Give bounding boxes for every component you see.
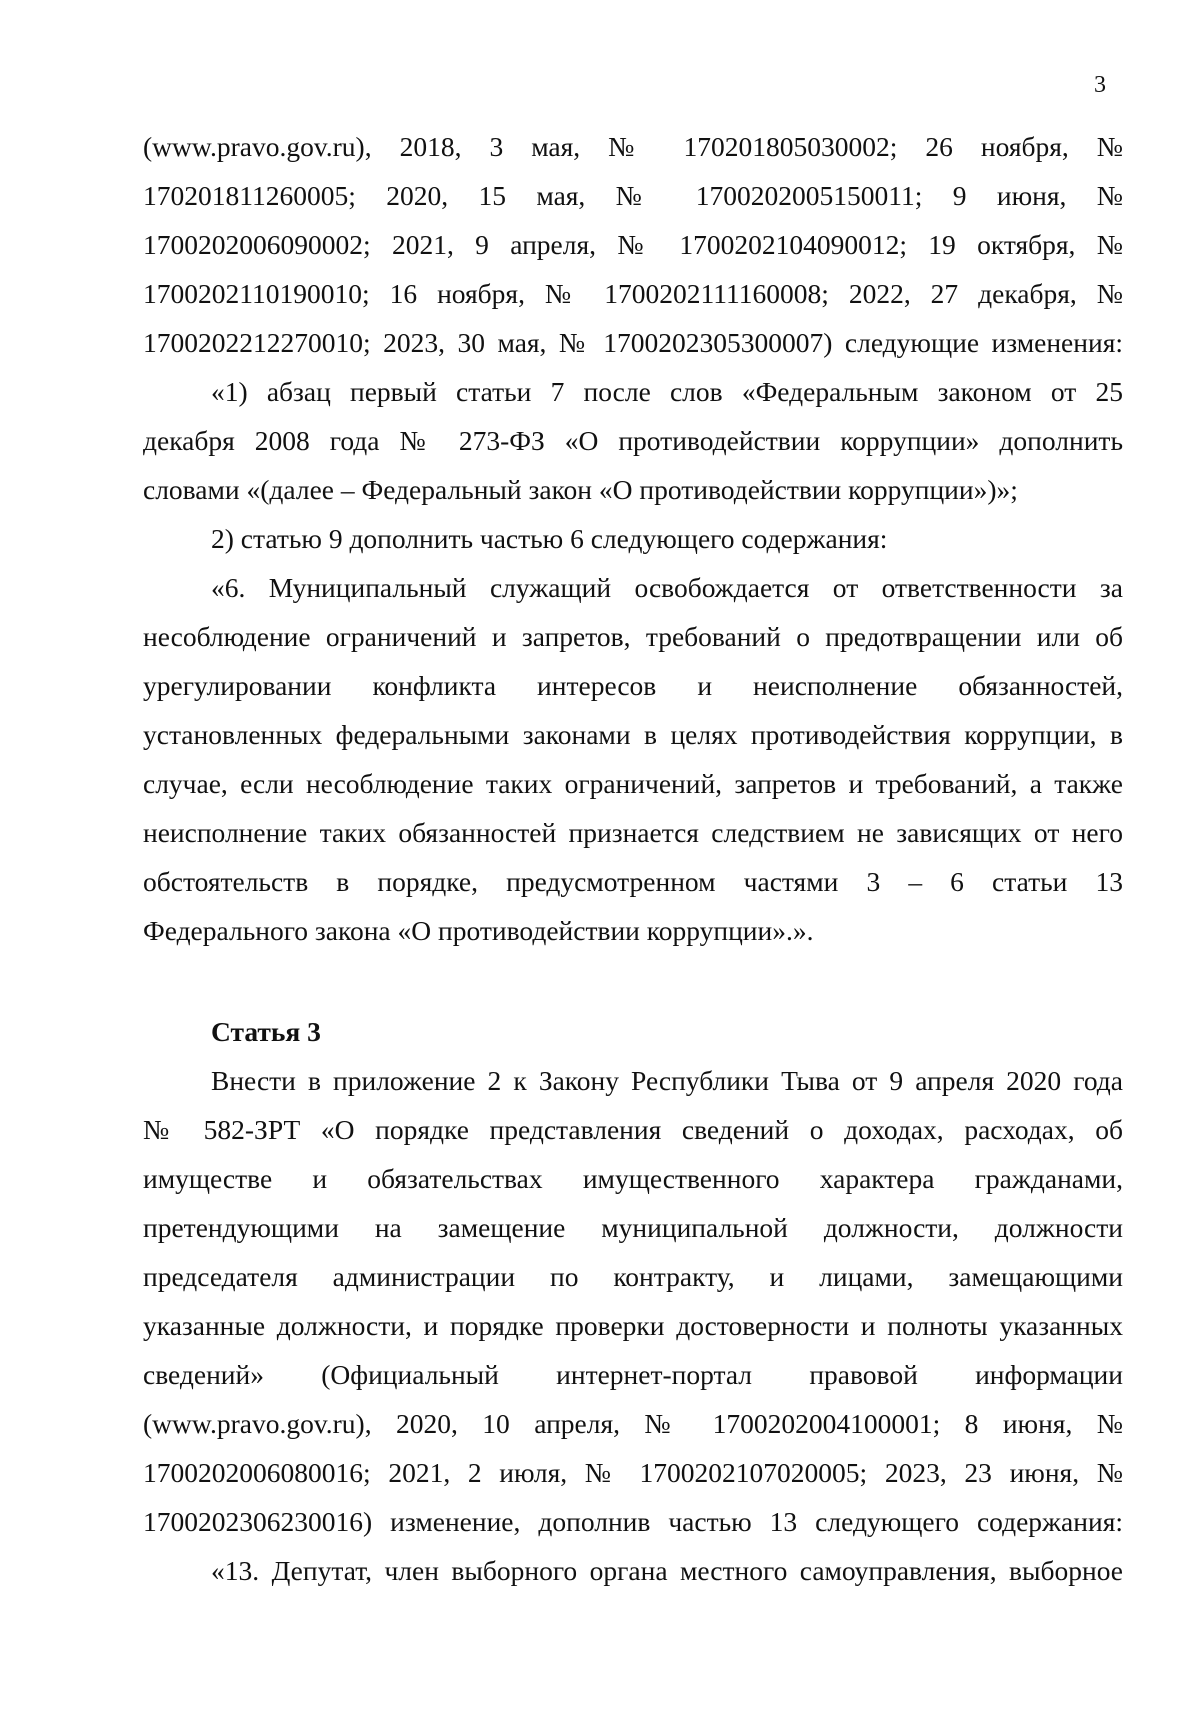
text-line: № 582-ЗРТ «О порядке представления сведений о доходах, расходах, об <box>143 1114 1123 1145</box>
article-3-text <box>143 1056 1123 1595</box>
text-line: Федерального закона «О противодействии коррупции».». <box>143 915 814 946</box>
text-line: указанные должности, и порядке проверки достоверности и полноты указанных <box>143 1310 1123 1341</box>
text-line: словами «(далее – Федеральный закон «О противодействии коррупции»)»; <box>143 474 1018 505</box>
text-line: претендующими на замещение муниципальной должности, должности <box>143 1212 1123 1243</box>
text-line: обстоятельств в порядке, предусмотренном частями 3 – 6 статьи 13 <box>143 866 1123 897</box>
text-line: неисполнение таких обязанностей признается следствием не зависящих от него <box>143 817 1123 848</box>
text-line: 1700202110190010; 16 ноября, № 1700202111160008; 2022, 27 декабря, № <box>143 278 1123 309</box>
text-line: «1) абзац первый статьи 7 после слов «Федеральным законом от 25 <box>211 376 1123 407</box>
text-line: 1700202306230016) изменение, дополнив частью 13 следующего содержания: <box>143 1506 1123 1537</box>
text-line: 1700202006090002; 2021, 9 апреля, № 1700202104090012; 19 октября, № <box>143 229 1123 260</box>
text-line: 1700202006080016; 2021, 2 июля, № 1700202107020005; 2023, 23 июня, № <box>143 1457 1123 1488</box>
article-2-amendments-text <box>143 122 1123 955</box>
text-line: декабря 2008 года № 273-ФЗ «О противодействии коррупции» дополнить <box>143 425 1123 456</box>
text-line: «6. Муниципальный служащий освобождается от ответственности за <box>211 572 1123 603</box>
text-line: урегулировании конфликта интересов и неисполнение обязанностей, <box>143 670 1123 701</box>
text-line: несоблюдение ограничений и запретов, требований о предотвращении или об <box>143 621 1123 652</box>
text-line: председателя администрации по контракту, и лицами, замещающими <box>143 1261 1123 1292</box>
text-line: случае, если несоблюдение таких ограничений, запретов и требований, а также <box>143 768 1123 799</box>
text-line: Внести в приложение 2 к Закону Республики Тыва от 9 апреля 2020 года <box>211 1065 1123 1096</box>
text-line: имуществе и обязательствах имущественного характера гражданами, <box>143 1163 1123 1194</box>
text-line: «13. Депутат, член выборного органа местного самоуправления, выборное <box>211 1555 1123 1586</box>
text-line: (www.pravo.gov.ru), 2018, 3 мая, № 170201805030002; 26 ноября, № <box>143 131 1123 162</box>
document-body <box>143 122 1123 1595</box>
text-line: (www.pravo.gov.ru), 2020, 10 апреля, № 1700202004100001; 8 июня, № <box>143 1408 1123 1439</box>
page-number: 3 <box>1094 72 1106 98</box>
article-heading: Статья 3 <box>211 1016 321 1047</box>
text-line: сведений» (Официальный интернет-портал правовой информации <box>143 1359 1123 1390</box>
text-line: 2) статью 9 дополнить частью 6 следующего содержания: <box>211 523 888 554</box>
text-line: установленных федеральными законами в целях противодействия коррупции, в <box>143 719 1123 750</box>
text-line: 1700202212270010; 2023, 30 мая, № 1700202305300007) следующие изменения: <box>143 327 1123 358</box>
text-line: 170201811260005; 2020, 15 мая, № 1700202005150011; 9 июня, № <box>143 180 1123 211</box>
